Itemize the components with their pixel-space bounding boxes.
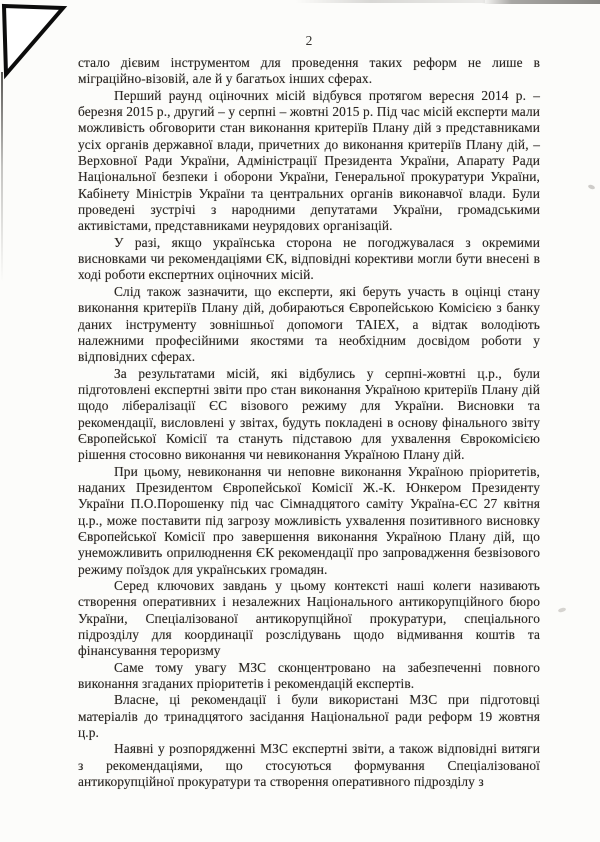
- document-body: [78, 55, 540, 790]
- page-number: 2: [305, 33, 313, 48]
- scan-speck: [558, 607, 567, 613]
- paragraph: Серед ключових завдань у цьому контексті наші колеги називають створення оперативних і незалежних Національного антикорупційного бюро України, Спеціалізованої антикорупційної прокуратури, спеціального підрозділу для координації розслідувань щодо відмивання коштів та фінансування тероризму: [78, 578, 540, 659]
- paragraph: стало дієвим інструментом для проведення таких реформ не лише в міграційно-візовій, але й у багатьох інших сферах.: [78, 55, 540, 87]
- paragraph: Слід також зазначити, що експерти, які беруть участь в оцінці стану виконання критеріїв Плану дій, добираються Європейською Комісією з банку даних інструменту зовнішньої допомоги TAIEX, а відтак володіють належними професійними якостями та необхідним досвідом роботи у відповідних сферах.: [78, 283, 540, 365]
- paragraph: За результатами місій, які відбулись у серпні-жовтні ц.р., були підготовлені експертні звіти про стан виконання Україною критеріїв Плану дій щодо лібералізації ЄС візового режиму для України. Висновки та рекомендації, висловлені у звітах, будуть покладені в основу фінального звіту Європейської Комісії та стануть підставою для ухвалення Єврокомісією рішення стосовно виконання чи невиконання Україною Плану дій.: [78, 365, 540, 463]
- paragraph: Саме тому увагу МЗС сконцентровано на забезпеченні повного виконання згаданих пріоритетів і рекомендацій експертів.: [78, 659, 540, 692]
- scan-smudge-top-center: [295, 0, 485, 3]
- paragraph: Наявні у розпорядженні МЗС експертні звіти, а також відповідні витяги з рекомендаціями, що стосуються формування Спеціалізованої антикорупційної прокуратури та створення оперативного підрозділу з: [78, 741, 540, 790]
- paragraph: Перший раунд оціночних місій відбувся протягом вересня 2014 р. – березня 2015 р., другий – у серпні – жовтні 2015 р. Під час місій експерти мали можливість обговорити стан виконання критеріїв Плану дій з представниками усіх органів державної влади, причетних до виконання критеріїв Плану дій, – Верховної Ради України, Адміністрації Президента України, Апарату Ради Національної безпеки і оборони України, Генеральної прокуратури України, Кабінету Міністрів України та центральних органів виконавчої влади. Були проведені зустрічі з народними депутатами України, громадськими активістами, представниками неурядових організацій.: [78, 87, 540, 234]
- scan-speck: [588, 184, 596, 190]
- paragraph: Власне, ці рекомендації і були використані МЗС при підготовці матеріалів до тринадцятого засідання Національної ради реформ 19 жовтня ц.р.: [78, 692, 540, 741]
- paragraph: У разі, якщо українська сторона не погоджувалася з окремими висновками чи рекомендаціями ЄК, відповідні корективи могли бути внесені в ході роботи експертних оціночних місій.: [78, 234, 540, 283]
- scan-edge-line: [1, 72, 3, 282]
- scan-smudge-top-right: [482, 0, 600, 4]
- corner-fold-mark-icon: [0, 0, 78, 96]
- paragraph: При цьому, невиконання чи неповне виконання Україною пріоритетів, наданих Президентом Європейської Комісії Ж.-К. Юнкером Президенту України П.О.Порошенку під час Сімнадцятого саміту Україна-ЄС 27 квітня ц.р., може поставити під загрозу можливість ухвалення позитивного висновку Європейської Комісії про завершення виконання Україною Плану дій, що унеможливить оприлюднення ЄК рекомендації про запровадження безвізового режиму поїздок для українських громадян.: [78, 463, 540, 577]
